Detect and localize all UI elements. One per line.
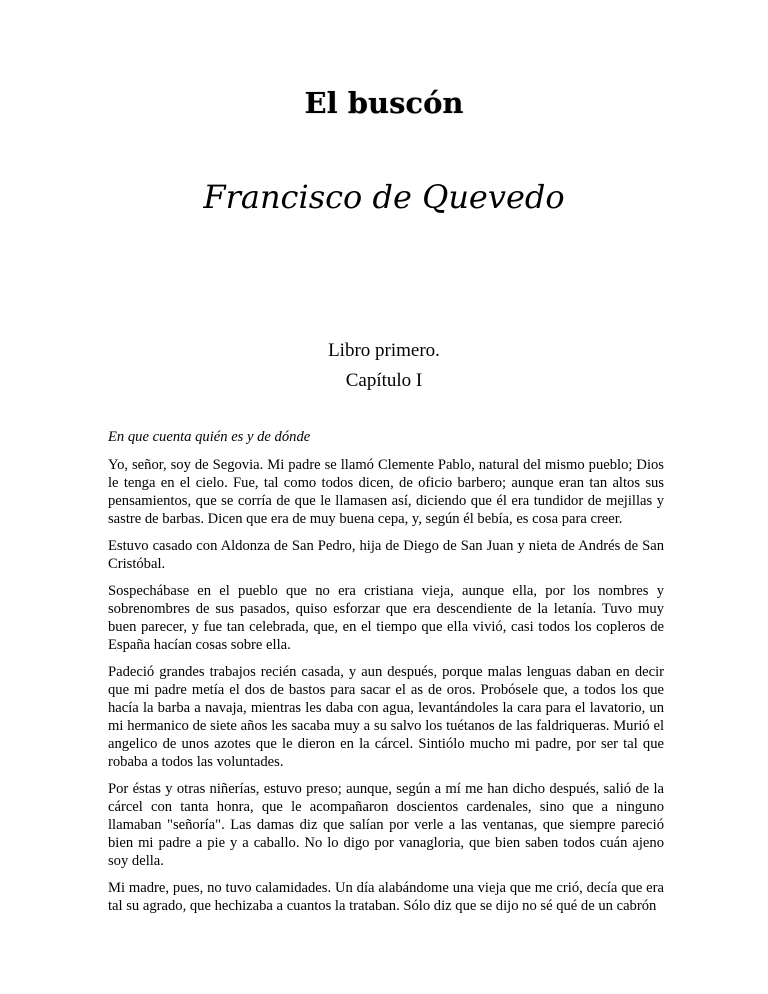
paragraph: Sospechábase en el pueblo que no era cristiana vieja, aunque ella, por los nombres y sobrenombres de sus pasados, quiso esforzar que era descendiente de la letanía. Tuvo muy buen parecer, y fue tan celebrada, que, en el tiempo que ella vivió, casi todos los copleros de España hacían cosas sobre ella. <box>108 583 664 653</box>
paragraph: Por éstas y otras niñerías, estuvo preso; aunque, según a mí me han dicho después, salió de la cárcel con tanta honra, que le acompañaron doscientos cardenales, sino que a ninguno llamaban "señoría". Las damas diz que salían por verle a las ventanas, que siempre pareció bien mi padre a pie y a caballo. No lo digo por vanagloria, que bien saben todos cuán ajeno soy della. <box>108 781 664 869</box>
document-title: El buscón <box>304 86 464 120</box>
paragraph: Yo, señor, soy de Segovia. Mi padre se llamó Clemente Pablo, natural del mismo pueblo; Dios le tenga en el cielo. Fue, tal como todos dicen, de oficio barbero; aunque eran tan altos sus pensamientos, que se corría de que le llamasen así, diciendo que él era tundidor de mejillas y sastre de barbas. Dicen que era de muy buena cepa, y, según él bebía, es cosa para creer. <box>108 457 664 527</box>
chapter-subtitle: En que cuenta quién es y de dónde <box>108 429 311 445</box>
paragraph: Estuvo casado con Aldonza de San Pedro, hija de Diego de San Juan y nieta de Andrés de San Cristóbal. <box>108 538 664 572</box>
paragraph: Padeció grandes trabajos recién casada, y aun después, porque malas lenguas daban en decir que mi padre metía el dos de bastos para sacar el as de oros. Probósele que, a todos los que hacía la barba a navaja, mientras les daba con agua, levantándoles la cara para el lavatorio, un mi hermanico de siete años les sacaba muy a su salvo los tuétanos de las faldriqueras. Murió el angelico de unos azotes que le dieron en la cárcel. Sintiólo mucho mi padre, por ser tal que robaba a todos las voluntades. <box>108 664 664 770</box>
book-heading: Libro primero. <box>328 340 440 361</box>
chapter-body <box>108 428 664 924</box>
paragraph: Mi madre, pues, no tuvo calamidades. Un día alabándome una vieja que me crió, decía que era tal su agrado, que hechizaba a cuantos la trataban. Sólo diz que se dijo no sé qué de un cabrón <box>108 880 664 914</box>
author-name: Francisco de Quevedo <box>203 178 565 216</box>
chapter-heading: Capítulo I <box>345 370 423 391</box>
